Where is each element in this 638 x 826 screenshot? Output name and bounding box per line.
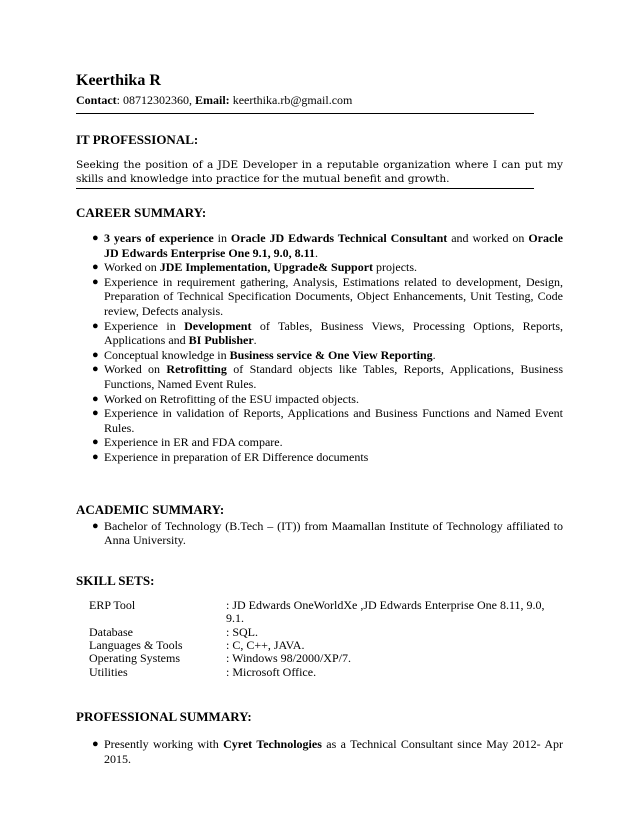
email-label: Email:: [195, 93, 230, 107]
contact-label: Contact: [76, 93, 117, 107]
career-list: [76, 231, 563, 465]
skill-row: [89, 599, 563, 626]
list-item: [76, 362, 563, 391]
bullet-icon: ●: [92, 319, 99, 332]
skill-value: : Windows 98/2000/XP/7.: [226, 651, 351, 666]
bold-text: Retrofitting: [166, 362, 227, 377]
skills-table: [89, 599, 563, 679]
text-run: .: [315, 245, 319, 260]
skill-key: Operating Systems: [89, 651, 180, 666]
skill-value: : SQL.: [226, 624, 259, 639]
bullet-icon: ●: [92, 232, 99, 244]
text-run: Presently working with: [104, 737, 224, 752]
text-run: Conceptual knowledge in: [104, 347, 230, 362]
header-divider: [76, 113, 534, 114]
skill-key: ERP Tool: [89, 597, 136, 612]
skill-key: Database: [89, 624, 133, 639]
list-item: [76, 348, 563, 363]
list-item: [76, 319, 563, 348]
text-run: Worked on Retrofitting of the ESU impacted objects.: [104, 391, 359, 406]
academic-title: ACADEMIC SUMMARY:: [76, 501, 225, 517]
bold-text: JDE Implementation, Upgrade& Support: [159, 260, 374, 275]
list-item: [76, 260, 563, 275]
bullet-icon: ●: [92, 261, 99, 274]
skill-row: [89, 666, 563, 679]
bullet-icon: ●: [92, 363, 99, 376]
email-address: keerthika.rb@gmail.com: [232, 93, 353, 107]
list-item: [76, 737, 563, 766]
bullet-icon: ●: [92, 738, 99, 751]
skill-row: [89, 626, 563, 639]
contact-line: Contact: 08712302360, Email: keerthika.rb@gmail.com: [76, 93, 353, 107]
skill-value: : Microsoft Office.: [226, 664, 317, 679]
text-run: Experience in requirement gathering, Analysis, Estimations related to development, Design, Preparation of Technical Specification Documents, Object Enhancements, Unit Testing, Code review, Defects analysis.: [104, 274, 563, 318]
career-title: CAREER SUMMARY:: [76, 205, 207, 220]
phone-number: 08712302360: [123, 93, 190, 107]
text-run: and worked on: [447, 231, 529, 245]
text-run: Worked on: [104, 260, 160, 275]
list-item: [76, 519, 563, 548]
bullet-icon: ●: [92, 392, 99, 405]
text-run: projects.: [373, 260, 418, 275]
text-run: Experience in validation of Reports, Applications and Business Functions and Named Event Rules.: [104, 406, 563, 435]
professional-list: [76, 737, 563, 766]
objective-divider: [76, 188, 534, 189]
text-run: Bachelor of Technology (B.Tech – (IT)) from Maamallan Institute of Technology affiliated to Anna University.: [104, 518, 563, 548]
academic-list: [76, 519, 563, 548]
text-run: Experience in ER and FDA compare.: [104, 435, 283, 450]
text-run: of Standard objects like Tables, Reports, Applications, Business Functions, Named Event Rules.: [104, 362, 564, 391]
professional-title: PROFESSIONAL SUMMARY:: [76, 709, 252, 725]
bullet-icon: ●: [92, 407, 99, 420]
list-item: [76, 275, 563, 319]
skill-key: Utilities: [89, 664, 128, 679]
objective-title: IT PROFESSIONAL:: [76, 132, 199, 147]
text-run: of Tables, Business Views, Processing Options, Reports, Applications and: [104, 318, 563, 348]
bold-text: BI Publisher: [188, 333, 254, 348]
skills-title: SKILL SETS:: [76, 572, 155, 588]
text-run: Experience in preparation of ER Difference documents: [104, 449, 369, 464]
bullet-icon: ●: [92, 519, 99, 532]
bold-text: Business service & One View Reporting: [229, 347, 433, 362]
text-run: .: [253, 333, 257, 348]
list-item: [76, 435, 563, 450]
skill-key: Languages & Tools: [89, 637, 183, 652]
text-run: Worked on: [104, 362, 167, 377]
bullet-icon: ●: [92, 436, 99, 449]
list-item: [76, 450, 563, 465]
text-run: as a Technical Consultant since May 2012- Apr 2015.: [104, 737, 563, 766]
resume-page: [76, 72, 563, 766]
objective-text: Seeking the position of a JDE Developer in a reputable organization where I can put my skills and knowledge into practice for the mutual benefit and growth.: [76, 159, 563, 185]
bold-text: Oracle JD Edwards Technical Consultant: [230, 231, 448, 245]
text-run: Experience in: [104, 318, 185, 333]
text-run: in: [213, 231, 231, 245]
candidate-name: Keerthika R: [76, 72, 161, 89]
bullet-icon: ●: [92, 450, 99, 463]
text-run: .: [432, 347, 436, 362]
list-item: [76, 231, 563, 260]
bold-text: Cyret Technologies: [223, 737, 322, 752]
skill-value: : JD Edwards OneWorldXe ,JD Edwards Enterprise One 8.11, 9.0, 9.1.: [226, 597, 545, 626]
skill-row: [89, 639, 563, 652]
list-item: [76, 406, 563, 435]
bullet-icon: ●: [92, 275, 99, 288]
list-item: [76, 392, 563, 407]
bold-text: Development: [184, 318, 252, 333]
bullet-icon: ●: [92, 348, 99, 361]
bold-text: Oracle JD Edwards Enterprise One 9.1, 9.0, 8.11: [104, 231, 563, 260]
skill-value: : C, C++, JAVA.: [226, 637, 305, 652]
bold-text: 3 years of experience: [104, 231, 214, 245]
skill-row: [89, 652, 563, 665]
